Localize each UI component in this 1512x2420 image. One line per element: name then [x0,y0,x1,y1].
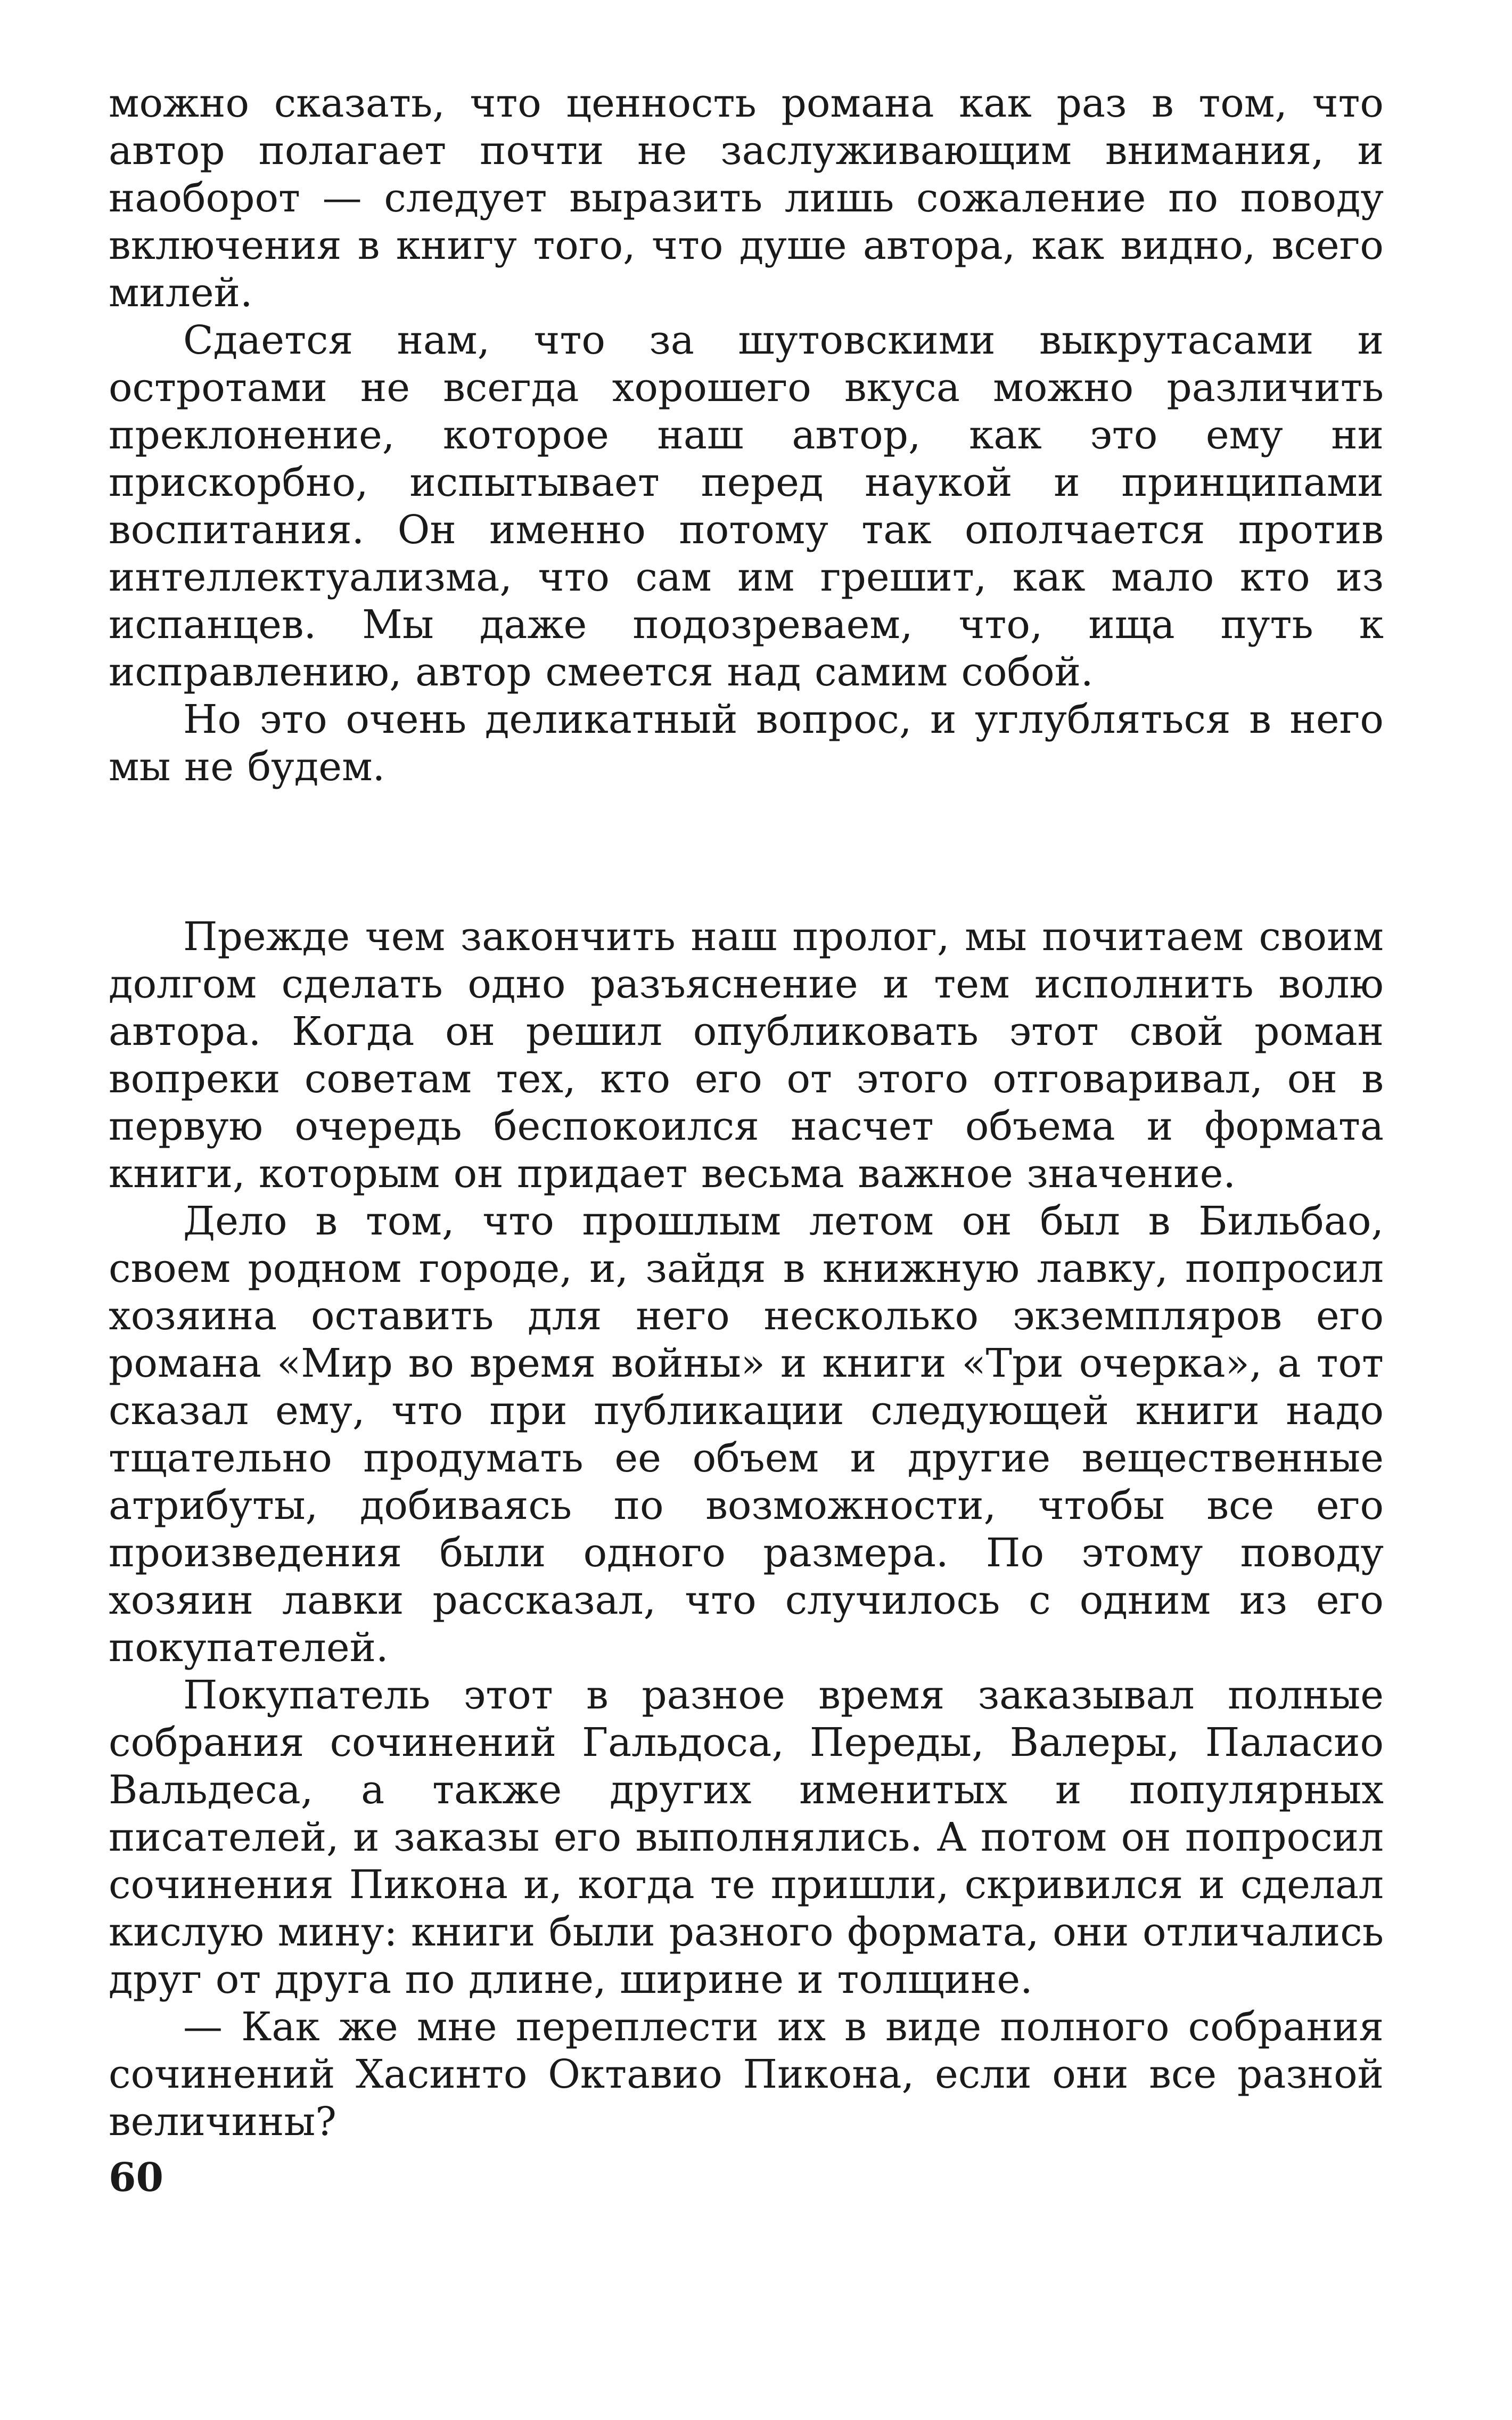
paragraph-continuation: можно сказать, что ценность романа как раз в том, что автор полагает почти не заслуживающим внимания, и наоборот — следует выразить лишь сожаление по поводу включения в книгу того, что душе автора, как видно, всего милей. [109,80,1384,316]
page-number: 60 [109,2155,163,2201]
paragraph: Сдается нам, что за шутовскими выкрутасами и остротами не всегда хорошего вкуса можно различить преклонение, которое наш автор, как это ему ни прискорбно, испытывает перед наукой и принципами воспитания. Он именно потому так ополчается против интеллектуализма, что сам им грешит, как мало кто из испанцев. Мы даже подозреваем, что, ища путь к исправлению, автор смеется над самим собой. [109,317,1384,695]
page-body [109,80,1384,2146]
paragraph: Прежде чем закончить наш пролог, мы почитаем своим долгом сделать одно разъяснение и тем исполнить волю автора. Когда он решил опубликовать этот свой роман вопреки советам тех, кто его от этого отговаривал, он в первую очередь беспокоился насчет объема и формата книги, которым он придает весьма важное значение. [109,914,1384,1197]
section-break [109,791,1384,913]
paragraph: Дело в том, что прошлым летом он был в Бильбао, своем родном городе, и, зайдя в книжную лавку, попросил хозяина оставить для него несколько экземпляров его романа «Мир во время войны» и книги «Три очерка», а тот сказал ему, что при публикации следующей книги надо тщательно продумать ее объем и другие вещественные атрибуты, добиваясь по возможности, чтобы все его произведения были одного размера. По этому поводу хозяин лавки рассказал, что случилось с одним из его покупателей. [109,1198,1384,1671]
paragraph: Покупатель этот в разное время заказывал полные собрания сочинений Гальдоса, Переды, Валеры, Паласио Вальдеса, а также других именитых и популярных писателей, и заказы его выполнялись. А потом он попросил сочинения Пикона и, когда те пришли, скривился и сделал кислую мину: книги были разного формата, они отличались друг от друга по длине, ширине и толщине. [109,1672,1384,2002]
paragraph: Но это очень деликатный вопрос, и углубляться в него мы не будем. [109,697,1384,790]
paragraph-dialogue: — Как же мне переплести их в виде полного собрания сочинений Хасинто Октавио Пикона, если они все разной величины? [109,2004,1384,2145]
